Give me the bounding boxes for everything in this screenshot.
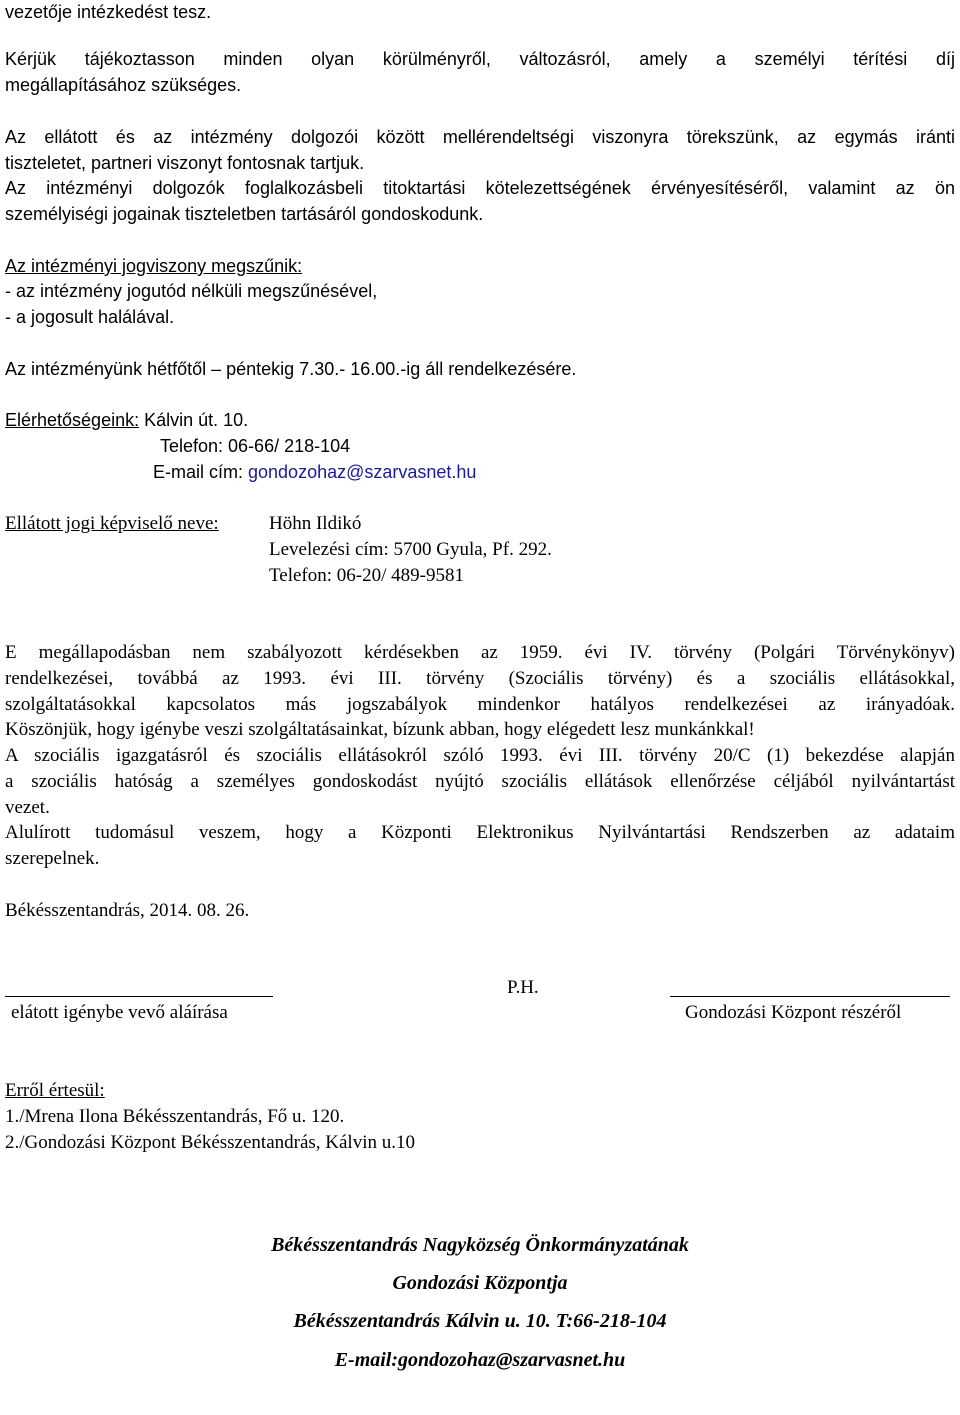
contact-email-label: E-mail cím: — [153, 462, 243, 482]
paragraph-law-line-5: A szociális igazgatásról és szociális ellátásokról szóló 1993. évi III. törvény 20/C (1) bekezdése alapján — [5, 745, 955, 766]
footer-line-2: Gondozási Központja — [392, 1272, 568, 1294]
paragraph-relation-line-3: Az intézményi dolgozók foglalkozásbeli titoktartási kötelezettségének érvényesítéséről, valamint az ön — [5, 178, 955, 198]
paragraph-relation-line-4: személyiségi jogainak tiszteletben tartásáról gondoskodunk. — [5, 204, 484, 224]
contact-row — [5, 408, 248, 433]
representative-phone: Telefon: 06-20/ 489-9581 — [269, 565, 464, 586]
representative-name: Höhn Ildikó — [269, 513, 362, 534]
paragraph-inform-line-2: megállapításához szükséges. — [5, 75, 242, 95]
paragraph-law-line-9: szerepelnek. — [5, 848, 100, 869]
representative-address: Levelezési cím: 5700 Gyula, Pf. 292. — [269, 539, 552, 560]
place-date: Békésszentandrás, 2014. 08. 26. — [5, 900, 250, 921]
footer-line-1: Békésszentandrás Nagyközség Önkormányzatának — [271, 1234, 689, 1256]
signature-line-right — [670, 996, 950, 997]
paragraph-inform-line-1: Kérjük tájékoztasson minden olyan körülményről, változásról, amely a személyi térítési díj — [5, 49, 955, 69]
termination-item-1: - az intézmény jogutód nélküli megszűnésével, — [5, 281, 378, 301]
representative-label-text: Ellátott jogi képviselő neve: — [5, 513, 219, 534]
representative-label — [5, 511, 219, 536]
footer-line-3: Békésszentandrás Kálvin u. 10. T:66-218-104 — [293, 1310, 667, 1332]
contact-phone: Telefon: 06-66/ 218-104 — [160, 436, 351, 456]
footer-line-4: E-mail:gondozohaz@szarvasnet.hu — [334, 1349, 626, 1371]
paragraph-law-line-1: E megállapodásban nem szabályozott kérdésekben az 1959. évi IV. törvény (Polgári Törvénykönyv) — [5, 642, 955, 663]
notified-heading: Erről értesül: — [5, 1080, 105, 1101]
paragraph-law-line-8: Alulírott tudomásul veszem, hogy a Központi Elektronikus Nyilvántartási Rendszerben az adataim — [5, 822, 955, 843]
contact-email-link[interactable]: gondozohaz@szarvasnet.hu — [248, 462, 477, 482]
notified-item-1: 1./Mrena Ilona Békésszentandrás, Fő u. 120. — [5, 1106, 345, 1127]
contact-label: Elérhetőségeink: — [5, 410, 140, 430]
contact-email-row — [153, 460, 476, 485]
paragraph-relation-line-2: tiszteletet, partneri viszonyt fontosnak tartjuk. — [5, 153, 365, 173]
signature-caption-right: Gondozási Központ részéről — [685, 1002, 902, 1023]
contact-address: Kálvin út. 10. — [144, 410, 249, 430]
termination-item-2: - a jogosult halálával. — [5, 307, 175, 327]
stamp-placeholder: P.H. — [507, 977, 539, 998]
paragraph-law-line-6: a szociális hatóság a személyes gondoskodást nyújtó szociális ellátások ellenőrzése céljából nyilvántartást — [5, 771, 955, 792]
termination-heading: Az intézményi jogviszony megszűnik: — [5, 256, 303, 276]
signature-line-left — [5, 996, 273, 997]
paragraph-law-line-7: vezet. — [5, 797, 50, 818]
paragraph-law-line-2: rendelkezései, továbbá az 1993. évi III. törvény (Szociális törvény) és a szociális ellátásokkal, — [5, 668, 955, 689]
paragraph-law-line-3: szolgáltatásokkal kapcsolatos más jogszabályok mindenkor hatályos rendelkezései az irányadóak. — [5, 694, 955, 715]
opening-hours: Az intézményünk hétfőtől – péntekig 7.30.- 16.00.-ig áll rendelkezésére. — [5, 359, 577, 379]
paragraph-law-line-4: Köszönjük, hogy igénybe veszi szolgáltatásainkat, bízunk abban, hogy elégedett lesz munkánkkal! — [5, 719, 755, 740]
signature-caption-left: elátott igénybe vevő aláírása — [11, 1002, 228, 1023]
paragraph-relation-line-1: Az ellátott és az intézmény dolgozói között mellérendeltségi viszonyra törekszünk, az egymás iránti — [5, 127, 955, 147]
paragraph-top: vezetője intézkedést tesz. — [5, 2, 212, 22]
notified-item-2: 2./Gondozási Központ Békésszentandrás, Kálvin u.10 — [5, 1132, 415, 1153]
